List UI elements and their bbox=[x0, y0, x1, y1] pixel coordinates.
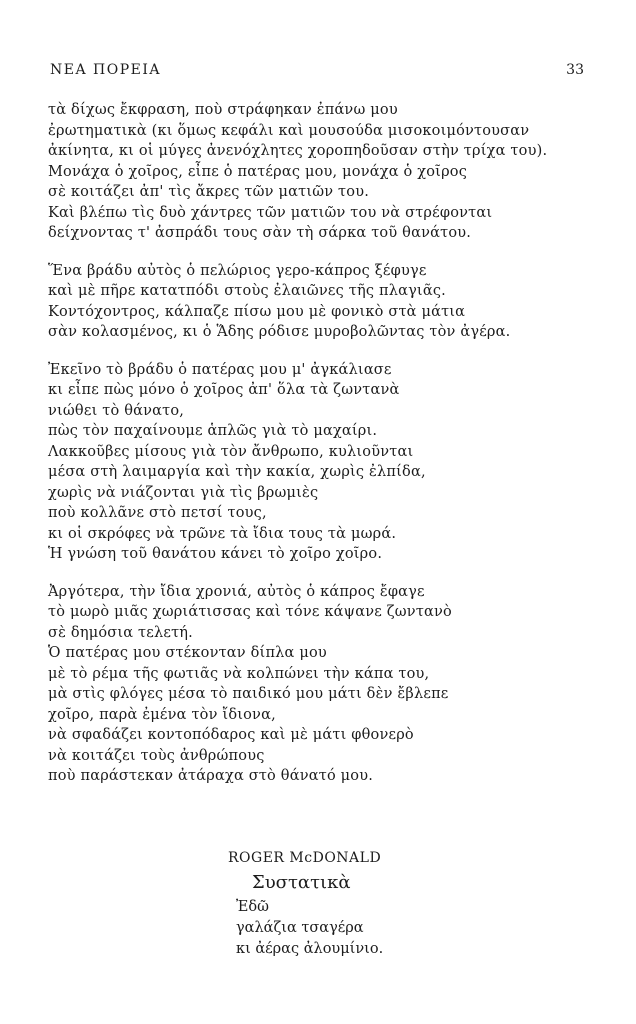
poem-line: δείχνοντας τ' ἀσπράδι τους σὰν τὴ σάρκα τοῦ θανάτου. bbox=[48, 225, 472, 241]
poem-line: Καὶ βλέπω τὶς δυὸ χάντρες τῶν ματιῶν του νὰ στρέφονται bbox=[48, 204, 493, 221]
poem-line: ἐρωτηματικὰ (κι ὅμως κεφάλι καὶ μουσούδα μισοκοιμόντουσαν bbox=[48, 122, 530, 139]
poem-line: Μονάχα ὁ χοῖρος, εἶπε ὁ πατέρας μου, μονάχα ὁ χοῖρος bbox=[48, 163, 468, 180]
poem-line: γαλάζια τσαγέρα bbox=[236, 920, 364, 936]
poem-line: μέσα στὴ λαιμαργία καὶ τὴν κακία, χωρὶς ἐλπίδα, bbox=[48, 464, 426, 480]
stanza bbox=[48, 582, 608, 787]
poem-line: χοῖρο, παρὰ ἐμένα τὸν ἴδιονα, bbox=[48, 706, 276, 723]
poem-line: ἀκίνητα, κι οἱ μύγες ἀνενόχλητες χοροπηδοῦσαν στὴν τρίχα του). bbox=[48, 143, 548, 159]
poem-author: ROGER McDONALD bbox=[228, 850, 382, 866]
poem-line: τὰ δίχως ἔκφραση, ποὺ στράφηκαν ἐπάνω μου bbox=[48, 102, 398, 118]
poem-line: νὰ κοιτάζει τοὺς ἀνθρώπους bbox=[48, 747, 265, 764]
poem-line: πὼς τὸν παχαίνουμε ἁπλῶς γιὰ τὸ μαχαίρι. bbox=[48, 423, 378, 439]
page-number: 33 bbox=[566, 62, 584, 78]
poem-line: Ἀργότερα, τὴν ἴδια χρονιά, αὐτὸς ὁ κάπρος ἔφαγε bbox=[48, 583, 425, 600]
poem-body bbox=[48, 100, 608, 804]
poem-line: Λακκοῦβες μίσους γιὰ τὸν ἄνθρωπο, κυλιοῦνται bbox=[48, 443, 414, 460]
stanza bbox=[48, 261, 608, 343]
journal-title: ΝΕΑ ΠΟΡΕΙΑ bbox=[50, 62, 161, 78]
poem-line: τὸ μωρὸ μιᾶς χωριάτισσας καὶ τόνε κάψανε ζωντανὸ bbox=[48, 604, 452, 620]
next-poem bbox=[228, 850, 568, 960]
poem-line: μὲ τὸ ρέμα τῆς φωτιᾶς νὰ κολπώνει τὴν κάπα του, bbox=[48, 665, 430, 682]
poem-line: σὰν κολασμένος, κι ὁ Ἅδης ρόδισε μυροβολῶντας τὸν ἀγέρα. bbox=[48, 324, 511, 340]
stanza bbox=[48, 100, 608, 244]
poem-line: νιώθει τὸ θάνατο, bbox=[48, 402, 185, 419]
poem-title: Συστατικὰ bbox=[252, 872, 351, 893]
poem-line: μὰ στὶς φλόγες μέσα τὸ παιδικό μου μάτι δὲν ἔβλεπε bbox=[48, 686, 449, 702]
poem-line: χωρὶς νὰ νιάζονται γιὰ τὶς βρωμιὲς bbox=[48, 484, 319, 501]
poem-line: Ἕνα βράδυ αὐτὸς ὁ πελώριος γερο-κάπρος ξέφυγε bbox=[48, 262, 427, 279]
poem-line: ποὺ παράστεκαν ἀτάραχα στὸ θάνατό μου. bbox=[48, 768, 374, 784]
poem-line: ποὺ κολλᾶνε στὸ πετσί τους, bbox=[48, 505, 267, 521]
poem-lines bbox=[228, 897, 568, 960]
poem-line: κι οἱ σκρόφες νὰ τρῶνε τὰ ἴδια τους τὰ μωρά. bbox=[48, 525, 397, 542]
poem-line: κι εἶπε πὼς μόνο ὁ χοῖρος ἀπ' ὅλα τὰ ζωντανὰ bbox=[48, 382, 400, 398]
poem-line: Ἡ γνώση τοῦ θανάτου κάνει τὸ χοῖρο χοῖρο. bbox=[48, 546, 383, 562]
poem-line: καὶ μὲ πῆρε κατατπόδι στοὺς ἐλαιῶνες τῆς πλαγιᾶς. bbox=[48, 283, 446, 299]
poem-line: νὰ σφαδάζει κοντοπόδαρος καὶ μὲ μάτι φθονερὸ bbox=[48, 727, 414, 743]
poem-line: σὲ κοιτάζει ἀπ' τὶς ἄκρες τῶν ματιῶν του. bbox=[48, 184, 370, 200]
poem-line: Ἐδῶ bbox=[236, 899, 269, 915]
running-header bbox=[50, 62, 584, 84]
poem-line: Ὁ πατέρας μου στέκονταν δίπλα μου bbox=[48, 645, 327, 661]
poem-line: σὲ δημόσια τελετή. bbox=[48, 624, 193, 641]
poem-line: Κοντόχοντρος, κάλπαζε πίσω μου μὲ φονικὸ στὰ μάτια bbox=[48, 303, 466, 320]
stanza bbox=[48, 360, 608, 565]
poem-line: Ἐκεῖνο τὸ βράδυ ὁ πατέρας μου μ' ἀγκάλιασε bbox=[48, 361, 392, 378]
poem-line: κι ἀέρας ἀλουμίνιο. bbox=[236, 941, 384, 957]
